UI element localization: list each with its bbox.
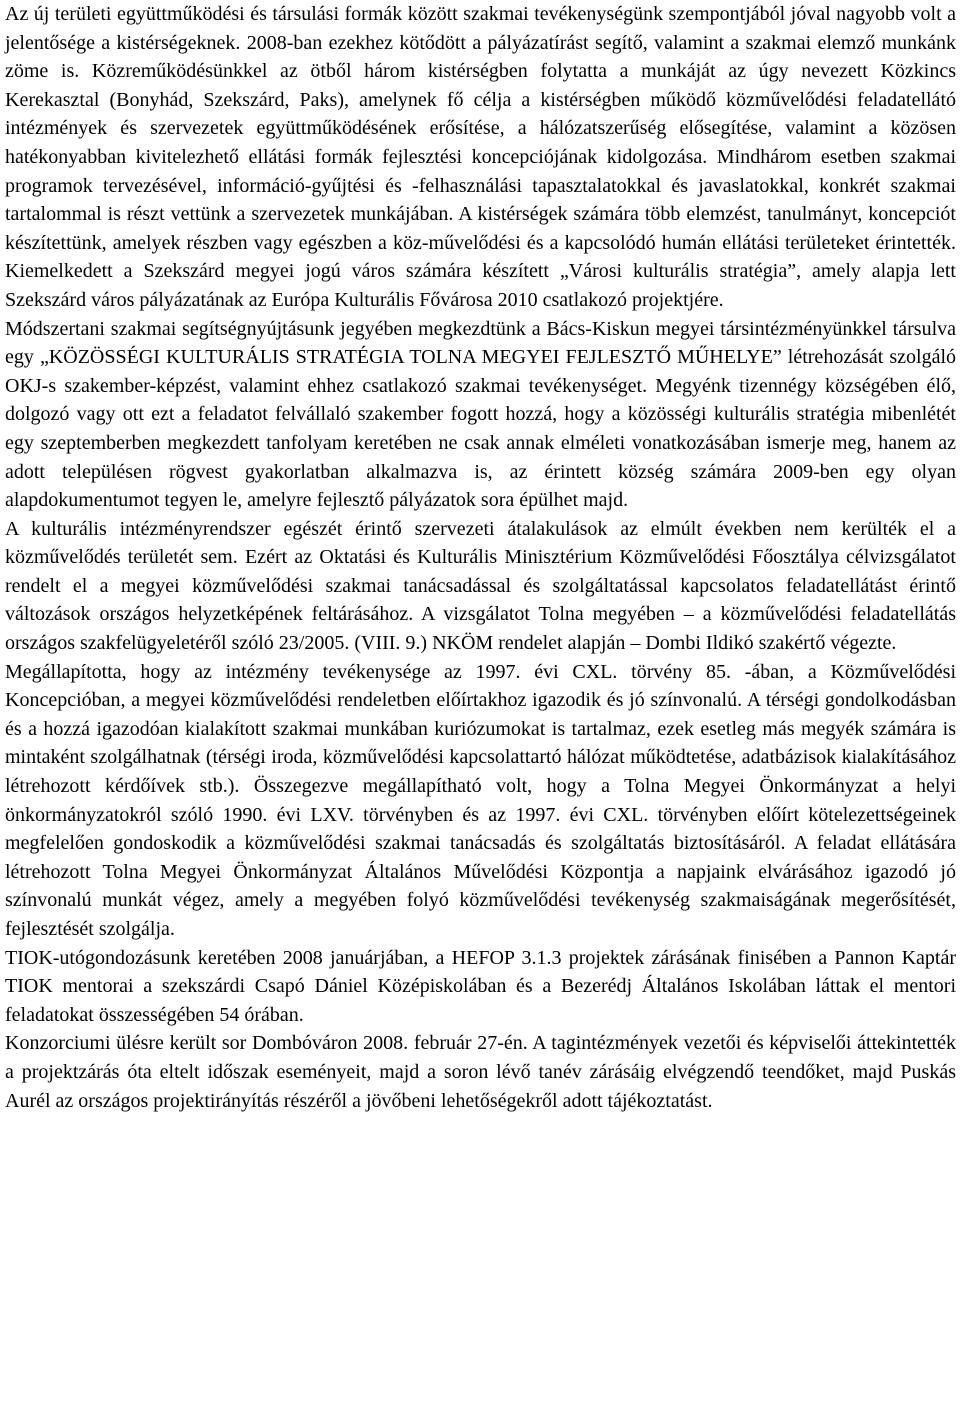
paragraph-megallapitotta: Megállapította, hogy az intézmény tevékenysége az 1997. évi CXL. törvény 85. -ában, a Közművelődési Koncepcióban, a megyei közművelődési rendeletben előírtakhoz igazodik és jó színvonalú. A térségi gondolkodásban és a hozzá igazodóan kialakított szakmai munkában kuriózumokat is tartalmaz, ezek esetleg más megyék számára is mintaként szolgálhatnak (térségi iroda, közművelődési kapcsolattartó hálózat működtetése, adatbázisok kialakításához létrehozott kérdőívek stb.). Összegezve megállapítható volt, hogy a Tolna Megyei Önkormányzat a helyi önkormányzatokról szóló 1990. évi LXV. törvényben és az 1997. évi CXL. törvényben előírt kötelezettségeinek megfelelően gondoskodik a közművelődési szakmai tanácsadás és szolgáltatás biztosításáról. A feladat ellátására létrehozott Tolna Megyei Önkormányzat Általános Művelődési Központja a napjaink elvárásához igazodó jó színvonalú munkát végez, amely a megyében folyó közművelődési tevékenység szakmaiságának megerősítését, fejlesztését szolgálja. (5, 660, 956, 940)
paragraph-konzorciumi: Konzorciumi ülésre került sor Dombóváron 2008. február 27-én. A tagintézmények vezetői és képviselői áttekintették a projektzárás óta eltelt időszak eseményeit, majd a soron lévő tanév zárásáig elvégzendő teendőket, majd Puskás Aurél az országos projektirányítás részéről a jövőbeni lehetőségekről adott tájékoztatást. (5, 1032, 956, 1112)
paragraph-intezmenyrendszer: A kulturális intézményrendszer egészét érintő szervezeti átalakulások az elmúlt években nem kerülték el a közművelődés területét sem. Ezért az Oktatási és Kulturális Minisztérium Közművelődési Főosztálya célvizsgálatot rendelt el a megyei közművelődési szakmai tanácsadással és szolgáltatással kapcsolatos feladatellátást érintő változások országos helyzetképének feltárásához. A vizsgálatot Tolna megyében – a közművelődési feladatellátás országos szakfelügyeletéről szóló 23/2005. (VIII. 9.) NKÖM rendelet alapján – Dombi Ildikó szakértő végezte. (5, 517, 956, 655)
paragraph-kistersegek: Az új területi együttműködési és társulási formák között szakmai tevékenységünk szempontjából jóval nagyobb volt a jelentősége a kistérségeknek. 2008-ban ezekhez kötődött a pályázatírást segítő, valamint a szakmai elemző munkánk zöme is. Közreműködésünkkel az ötből három kistérségben folytatta a munkáját az úgy nevezett Közkincs Kerekasztal (Bonyhád, Szekszárd, Paks), amelynek fő célja a kistérségben működő közművelődési feladatellátó intézmények és szervezetek együttműködésének erősítése, a hálózatszerűség elősegítése, valamint a közösen hatékonyabban kivitelezhető ellátási formák fejlesztési koncepciójának kidolgozása. Mindhárom esetben szakmai programok tervezésével, információ-gyűjtési és -felhasználási tapasztalatokkal és javaslatokkal, konkrét szakmai tartalommal is részt vettünk a szervezetek munkájában. A kistérségek számára több elemzést, tanulmányt, koncepciót készítettünk, amelyek részben vagy egészben a köz-művelődési és a kapcsolódó humán ellátási területeket érintették. Kiemelkedett a Szekszárd megyei jogú város számára készített „Városi kulturális stratégia”, amely alapja lett Szekszárd város pályázatának az Európa Kulturális Fővárosa 2010 csatlakozó projektjére. (5, 3, 956, 311)
paragraph-tiok: TIOK-utógondozásunk keretében 2008 januárjában, a HEFOP 3.1.3 projektek zárásának finisében a Pannon Kaptár TIOK mentorai a szekszárdi Csapó Dániel Középiskolában és a Bezerédj Általános Iskolában láttak el mentori feladatokat összességében 54 órában. (5, 946, 956, 1026)
paragraph-modszertani: Módszertani szakmai segítségnyújtásunk jegyében megkezdtünk a Bács-Kiskun megyei társintézményünkkel társulva egy „KÖZÖSSÉGI KULTURÁLIS STRATÉGIA TOLNA MEGYEI FEJLESZTŐ MŰHELYE” létrehozását szolgáló OKJ-s szakember-képzést, valamint ehhez csatlakozó szakmai tevékenységet. Megyénk tizennégy községében élő, dolgozó vagy ott ezt a feladatot felvállaló szakember fogott hozzá, hogy a közösségi kulturális stratégia mibenlétét egy szeptemberben megkezdett tanfolyam keretében ne csak annak elméleti vonatkozásában ismerje meg, hanem az adott településen rögvest gyakorlatban alkalmazva is, az érintett község számára 2009-ben egy olyan alapdokumentumot tegyen le, amelyre fejlesztő pályázatok sora épülhet majd. (5, 317, 956, 512)
